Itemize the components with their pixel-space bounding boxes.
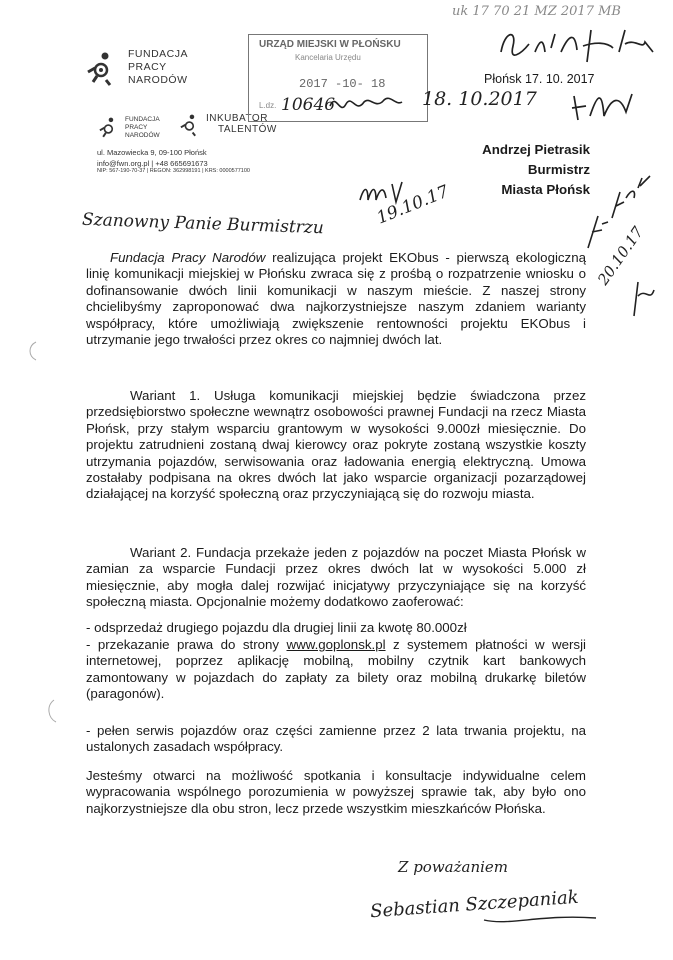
fundacja-logo-icon bbox=[84, 50, 120, 90]
logo-line-3: NARODÓW bbox=[128, 74, 188, 86]
paragraph-4: Jesteśmy otwarci na możliwość spotkania i konsultacje indywidualne celem wypracowania wspólnego porozumienia w powyższej sprawie tak, aby było ono najkorzystniejsze dla obu stron, lecz przede wszystkim mieszkańców Płońska. bbox=[86, 768, 586, 816]
paragraph-1-italic: Fundacja Pracy Narodów bbox=[110, 250, 266, 265]
left-margin-mark bbox=[44, 696, 58, 726]
address: ul. Mazowiecka 9, 09-100 Płońsk bbox=[97, 148, 207, 157]
recipient-role: Burmistrz bbox=[527, 162, 590, 177]
top-signature bbox=[495, 22, 665, 72]
contact: info@fwn.org.pl | +48 665691673 bbox=[97, 159, 208, 168]
top-scribble: uk 17 70 21 MZ 2017 MB bbox=[452, 4, 621, 19]
paragraph-1-rest: realizująca projekt EKObus - pierwszą ekologiczną linię komunikacji miejskiej w Płońsku zwraca się z prośbą o rozpatrzenie wniosku o dofinansowanie dwóch linii komunikacji w naszym mieście. Z naszej strony chcielibyśmy zaproponować dwa najkorzystniejsze naszym zdaniem warianty współpracy, które umożliwiają zwiększenie rentowności projektu EKObus i utrzymanie jego trwałości przez okres co najmniej dwóch lat. bbox=[86, 250, 586, 348]
handwritten-date: 18. 10.2017 bbox=[422, 88, 537, 110]
small-logo-line-1: FUNDACJA bbox=[125, 116, 160, 123]
bullet-3: - pełen serwis pojazdów oraz części zamienne przez 2 lata trwania projektu, na ustalonych zasadach współpracy. bbox=[86, 723, 586, 755]
stamp-initials-scribble bbox=[326, 86, 406, 126]
place-date: Płońsk 17. 10. 2017 bbox=[484, 72, 595, 86]
fundacja-logo bbox=[84, 48, 204, 98]
recipient-city: Miasta Płońsk bbox=[501, 182, 590, 197]
stamp-subtitle: Kancelaria Urzędu bbox=[295, 53, 361, 62]
inkubator-line-1: INKUBATOR bbox=[206, 113, 268, 124]
bullet-1: - odsprzedaż drugiego pojazdu dla drugiej linii za kwotę 80.000zł bbox=[86, 620, 467, 635]
top-right-initials bbox=[568, 86, 638, 128]
signature: Sebastian Szczepaniak bbox=[369, 886, 580, 923]
mid-margin-date: 19.10.17 bbox=[374, 181, 452, 229]
paragraph-1 bbox=[86, 250, 586, 348]
bullet-2-pre: - przekazanie prawa do strony bbox=[86, 637, 287, 652]
inkubator-line-2: TALENTÓW bbox=[218, 124, 277, 135]
right-margin-scribble bbox=[628, 276, 658, 322]
paragraph-3: Wariant 2. Fundacja przekaże jeden z pojazdów na poczet Miasta Płońsk w zamian za wsparcie Fundacji przez okres dwóch lat w wysokości 5.000 zł miesięcznie, aby mogła dalej rozwijać inicjatywy przyczyniające się na korzyść społeczną miasta. Opcjonalnie możemy dodatkowo zaoferować: bbox=[86, 545, 586, 610]
punch-hole-mark bbox=[26, 340, 40, 362]
fundacja-small-icon bbox=[97, 116, 121, 142]
website-link[interactable]: www.goplonsk.pl bbox=[286, 637, 386, 652]
bullet-2 bbox=[86, 637, 586, 703]
closing: Z poważaniem bbox=[398, 858, 509, 876]
stamp-title: URZĄD MIEJSKI W PŁOŃSKU bbox=[259, 39, 401, 50]
stamp-ldz-label: L.dz. bbox=[259, 101, 277, 110]
small-logo-line-2: PRACY bbox=[125, 124, 148, 131]
bullet-2-post: z systemem płatności w wersji internetowej, poprzez aplikację mobilną, mobilny czytnik kart bankowych zamontowany w pojazdach do zapłaty za bilety oraz mobilną drukarkę biletów (paragonów). bbox=[86, 637, 586, 702]
stamp-ldz-number: 10646 bbox=[281, 95, 336, 115]
inkubator-icon bbox=[178, 113, 202, 139]
small-logo-line-3: NARODÓW bbox=[125, 132, 160, 139]
logo-line-1: FUNDACJA bbox=[128, 48, 189, 60]
signature-underline bbox=[480, 912, 600, 928]
right-margin-date: 20.10.17 bbox=[594, 223, 648, 289]
salutation: Szanowny Panie Burmistrzu bbox=[81, 209, 325, 239]
stamp-date: 2017 -10- 18 bbox=[299, 77, 386, 91]
fundacja-small-logo bbox=[97, 116, 177, 146]
logo-line-2: PRACY bbox=[128, 61, 167, 73]
paragraph-2: Wariant 1. Usługa komunikacji miejskiej będzie świadczona przez przedsiębiorstwo społeczne wewnątrz osobowości prawnej Fundacji na rzecz Miasta Płońsk, przy stałym wsparciu grantowym w wysokości 9.000zł miesięcznie. Do projektu zatrudnieni zostaną dwaj kierowcy oraz pokryte zostaną wszystkie koszty utrzymania pojazdów, serwisowania oraz ładowania energią elektryczną. Umowa zostałaby podpisana na okres dwóch lat jako wsparcie organizacji pozarządowej działającej na korzyść społeczną oraz przyczyniającą się do rozwoju miasta. bbox=[86, 388, 586, 502]
company-ids: NIP: 567-190-70-37 | REGON: 362998191 | KRS: 0000577100 bbox=[97, 168, 250, 174]
recipient-name: Andrzej Pietrasik bbox=[482, 142, 590, 157]
